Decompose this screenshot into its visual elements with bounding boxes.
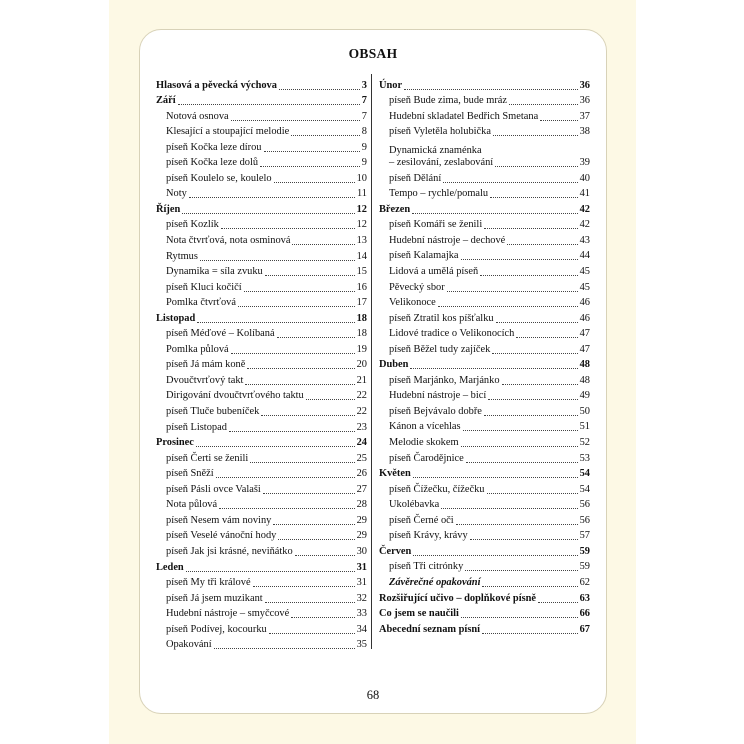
dot-leader: [273, 523, 354, 525]
toc-entry-page: 12: [356, 203, 367, 215]
dot-leader: [480, 274, 577, 276]
toc-entry-page: 29: [356, 530, 367, 542]
toc-entry-page: 33: [356, 608, 367, 620]
toc-entry-page: 66: [579, 608, 590, 620]
toc-entry-page: 45: [579, 281, 590, 293]
toc-entry: [379, 558, 590, 574]
toc-entry: [156, 465, 367, 481]
toc-entry-page: 21: [356, 374, 367, 386]
toc-section-entry: [379, 356, 590, 372]
toc-entry-title: Tempo – rychle/pomalu: [389, 188, 489, 200]
toc-section-entry: [379, 620, 590, 636]
toc-entry: [379, 262, 590, 278]
dot-leader: [484, 414, 578, 416]
toc-entry-page: 62: [579, 576, 590, 588]
toc-section-entry: [379, 465, 590, 481]
toc-entry-title: píseň Čerti se ženili: [166, 452, 249, 464]
toc-entry: [379, 294, 590, 310]
toc-entry-page: 42: [579, 219, 590, 231]
toc-entry-title: Noty: [166, 188, 187, 200]
toc-entry-page: 7: [361, 95, 367, 107]
dot-leader: [441, 507, 577, 509]
toc-entry-page: 35: [356, 639, 367, 651]
toc-entry: [379, 573, 590, 589]
dot-leader: [490, 196, 577, 198]
column-divider: [371, 74, 372, 649]
toc-entry: [156, 620, 367, 636]
dot-leader: [250, 461, 354, 463]
toc-entry-page: 3: [361, 79, 367, 91]
toc-entry-title: Nota půlová: [166, 499, 218, 511]
toc-entry-title: Dirigování dvoučtvrťového taktu: [166, 390, 304, 402]
toc-entry: [379, 123, 590, 139]
toc-entry-title: Velikonoce: [389, 297, 436, 309]
toc-entry: [379, 387, 590, 403]
toc-entry-title: píseň Dělání: [389, 172, 442, 184]
toc-entry-title: píseň Méďové – Kolíbaná: [166, 328, 275, 340]
toc-entry-title: píseň Bejvávalo dobře: [389, 405, 482, 417]
toc-entry-title: Melodie skokem: [389, 437, 459, 449]
toc-entry: [379, 185, 590, 201]
dot-leader: [413, 554, 577, 556]
toc-entry-title: Lidové tradice o Velikonocích: [389, 328, 515, 340]
dot-leader: [456, 523, 578, 525]
toc-entry-title: Dynamika = síla zvuku: [166, 266, 263, 278]
dot-leader: [463, 429, 578, 431]
dot-leader: [461, 616, 578, 618]
toc-entry-page: 29: [356, 514, 367, 526]
toc-entry: [379, 107, 590, 123]
toc-entry: [379, 449, 590, 465]
toc-entry-title: Listopad: [156, 312, 196, 324]
toc-section-entry: [379, 605, 590, 621]
toc-entry-page: 9: [361, 157, 367, 169]
dot-leader: [200, 259, 355, 261]
toc-entry-title: píseň Čarodějnice: [389, 452, 464, 464]
toc-entry-page: 13: [356, 235, 367, 247]
toc-entry-page: 67: [579, 623, 590, 635]
toc-entry-title: Hudební nástroje – smyčcové: [166, 608, 290, 620]
toc-entry: [379, 480, 590, 496]
dot-leader: [470, 538, 578, 540]
dot-leader: [221, 227, 355, 229]
toc-entry: [379, 527, 590, 543]
toc-entry-title: píseň Jak jsi krásné, neviňátko: [166, 545, 293, 557]
toc-entry-title: píseň Tři citrónky: [389, 561, 464, 573]
toc-entry-page: 56: [579, 514, 590, 526]
toc-entry: [379, 371, 590, 387]
toc-entry: [379, 496, 590, 512]
toc-entry: [379, 92, 590, 108]
dot-leader: [493, 134, 578, 136]
toc-entry: [156, 154, 367, 170]
toc-entry-title: Co jsem se naučili: [379, 608, 459, 620]
toc-entry-page: 34: [356, 623, 367, 635]
dot-leader: [238, 305, 355, 307]
toc-entry: [156, 325, 367, 341]
dot-leader: [182, 212, 354, 214]
dot-leader: [466, 461, 578, 463]
toc-entry: [156, 511, 367, 527]
toc-entry-title: Nota čtvrťová, nota osminová: [166, 235, 291, 247]
toc-entry-title: Květen: [379, 468, 411, 480]
dot-leader: [412, 212, 577, 214]
toc-entry-page: 40: [579, 172, 590, 184]
dot-leader: [496, 321, 578, 323]
toc-entry-title: píseň Marjánko, Marjánko: [389, 374, 500, 386]
toc-entry-title: Prosinec: [156, 437, 194, 449]
toc-entry: [156, 263, 367, 279]
toc-entry: [156, 294, 367, 310]
toc-entry-page: 25: [356, 452, 367, 464]
toc-entry-page: 22: [356, 390, 367, 402]
dot-leader: [509, 103, 578, 105]
toc-entry-page: 32: [356, 592, 367, 604]
toc-entry: [156, 387, 367, 403]
toc-entry-title: Červen: [379, 545, 412, 557]
toc-entry-page: 17: [356, 297, 367, 309]
dot-leader: [516, 336, 577, 338]
toc-entry-title: Lidová a umělá píseň: [389, 266, 479, 278]
dot-leader: [261, 414, 354, 416]
toc-section-entry: [156, 309, 367, 325]
toc-entry-page: 54: [579, 468, 590, 480]
toc-entry: [156, 169, 367, 185]
toc-entry: [379, 169, 590, 185]
toc-entry-page: 57: [579, 530, 590, 542]
dot-leader: [265, 601, 355, 603]
toc-entry-page: 8: [361, 126, 367, 138]
toc-entry-title: píseň Komáři se ženili: [389, 219, 483, 231]
toc-entry-page: 31: [356, 561, 367, 573]
toc-entry-page: 56: [579, 499, 590, 511]
toc-entry-title: Hudební skladatel Bedřich Smetana: [389, 110, 539, 122]
toc-entry: [156, 340, 367, 356]
page-number: 68: [366, 688, 380, 702]
toc-entry: [379, 433, 590, 449]
toc-entry-title: píseň Kočka leze dírou: [166, 141, 262, 153]
toc-entry-title: píseň Kozlík: [166, 219, 219, 231]
toc-entry: [156, 356, 367, 372]
toc-section-entry: [379, 76, 590, 92]
toc-entry: [156, 216, 367, 232]
toc-entry: [156, 589, 367, 605]
dot-leader: [404, 88, 578, 90]
toc-entry-title: Hudební nástroje – bicí: [389, 390, 487, 402]
toc-entry-title: Dvoučtvrťový takt: [166, 374, 244, 386]
toc-entry-title: Závěrečné opakování: [389, 576, 481, 588]
toc-right-column: [379, 76, 590, 636]
toc-entry: [379, 309, 590, 325]
toc-section-entry: [156, 558, 367, 574]
toc-entry-page: 63: [579, 592, 590, 604]
dot-leader: [495, 165, 577, 167]
toc-entry-title: Hudební nástroje – dechové: [389, 234, 506, 246]
toc-entry: [156, 278, 367, 294]
toc-entry-page: 28: [356, 499, 367, 511]
dot-leader: [216, 476, 355, 478]
dot-leader: [196, 445, 355, 447]
toc-entry-page: 11: [356, 188, 367, 200]
dot-leader: [538, 601, 578, 603]
toc-entry-page: 36: [579, 79, 590, 91]
toc-entry-page: 18: [356, 312, 367, 324]
dot-leader: [263, 492, 355, 494]
toc-entry-title: píseň Ztratil kos píšťalku: [389, 312, 494, 324]
toc-entry: [156, 247, 367, 263]
dot-leader: [487, 492, 578, 494]
toc-entry-title: píseň Tluče bubeníček: [166, 406, 260, 418]
toc-entry-page: 49: [579, 390, 590, 402]
dot-leader: [189, 196, 355, 198]
toc-entry-title: píseň Já jsem muzikant: [166, 592, 263, 604]
toc-entry: [379, 138, 590, 169]
toc-entry-title: píseň Kočka leze dolů: [166, 157, 259, 169]
toc-entry-title: píseň Vyletěla holubička: [389, 126, 491, 138]
toc-entry: [156, 480, 367, 496]
toc-entry: [379, 418, 590, 434]
dot-leader: [410, 367, 577, 369]
dot-leader: [413, 476, 578, 478]
dot-leader: [461, 445, 578, 447]
toc-entry-page: 46: [579, 312, 590, 324]
toc-entry-page: 39: [579, 157, 590, 169]
toc-section-entry: [156, 200, 367, 216]
dot-leader: [265, 274, 355, 276]
toc-entry-page: 53: [579, 452, 590, 464]
dot-leader: [279, 88, 360, 90]
toc-entry-page: 12: [356, 219, 367, 231]
dot-leader: [484, 227, 577, 229]
dot-leader: [214, 647, 355, 649]
dot-leader: [502, 383, 578, 385]
toc-entry: [156, 107, 367, 123]
toc-entry-page: 51: [579, 421, 590, 433]
toc-entry-title: píseň Nesem vám noviny: [166, 514, 272, 526]
dot-leader: [278, 538, 354, 540]
toc-entry-title: Rytmus: [166, 250, 198, 262]
dot-leader: [178, 103, 360, 105]
toc-entry: [156, 123, 367, 139]
toc-entry-title: píseň Pásli ovce Valaši: [166, 483, 261, 495]
dot-leader: [264, 150, 360, 152]
dot-leader: [488, 398, 577, 400]
toc-entry-page: 18: [356, 328, 367, 340]
toc-entry-title: Ukolébavka: [389, 499, 440, 511]
toc-entry-title: píseň Koulelo se, koulelo: [166, 172, 272, 184]
toc-entry: [379, 325, 590, 341]
toc-entry-title: Kánon a vícehlas: [389, 421, 461, 433]
dot-leader: [465, 569, 577, 571]
toc-entry-title-line2: – zesilování, zeslabování: [389, 157, 494, 169]
dot-leader: [295, 554, 355, 556]
toc-entry-title: Únor: [379, 79, 403, 91]
toc-entry-title: píseň Veselé vánoční hody: [166, 530, 277, 542]
dot-leader: [260, 165, 360, 167]
dot-leader: [269, 632, 355, 634]
dot-leader: [461, 258, 578, 260]
toc-entry-page: 46: [579, 297, 590, 309]
toc-entry: [156, 449, 367, 465]
dot-leader: [292, 243, 354, 245]
toc-section-entry: [156, 76, 367, 92]
toc-entry-page: 16: [356, 281, 367, 293]
toc-entry: [156, 185, 367, 201]
toc-entry-page: 20: [356, 359, 367, 371]
toc-section-entry: [379, 589, 590, 605]
dot-leader: [231, 352, 355, 354]
document-page: [139, 29, 607, 714]
toc-entry-title: píseň Listopad: [166, 421, 227, 433]
toc-entry-title: [389, 145, 493, 169]
toc-entry-page: 22: [356, 406, 367, 418]
toc-entry-page: 43: [579, 234, 590, 246]
toc-entry-page: 38: [579, 126, 590, 138]
toc-entry-page: 10: [356, 172, 367, 184]
dot-leader: [244, 290, 355, 292]
dot-leader: [245, 383, 354, 385]
toc-entry-title: píseň Já mám koně: [166, 359, 246, 371]
dot-leader: [231, 119, 360, 121]
dot-leader: [277, 336, 355, 338]
toc-entry: [156, 496, 367, 512]
dot-leader: [291, 616, 354, 618]
toc-entry: [156, 574, 367, 590]
toc-entry: [379, 402, 590, 418]
toc-entry: [379, 231, 590, 247]
toc-entry: [379, 278, 590, 294]
toc-entry-title: Pomlka čtvrťová: [166, 297, 236, 309]
dot-leader: [291, 134, 360, 136]
toc-entry-title: píseň My tři králové: [166, 577, 251, 589]
toc-section-entry: [379, 200, 590, 216]
toc-entry-title: Klesající a stoupající melodie: [166, 126, 290, 138]
toc-entry: [379, 340, 590, 356]
toc-section-entry: [156, 434, 367, 450]
toc-entry-page: 24: [356, 437, 367, 449]
toc-entry-title: píseň Kluci kočičí: [166, 281, 242, 293]
dot-leader: [492, 352, 577, 354]
toc-entry-title: píseň Běžel tudy zajíček: [389, 343, 491, 355]
toc-entry: [379, 216, 590, 232]
page-title: OBSAH: [348, 46, 398, 61]
dot-leader: [274, 181, 355, 183]
toc-entry-page: 30: [356, 545, 367, 557]
toc-entry-title: píseň Černé oči: [389, 514, 454, 526]
toc-entry: [156, 527, 367, 543]
dot-leader: [507, 243, 577, 245]
toc-entry-title: Pěvecký sbor: [389, 281, 445, 293]
toc-entry-title: píseň Krávy, krávy: [389, 530, 468, 542]
dot-leader: [197, 321, 354, 323]
toc-entry-page: 26: [356, 468, 367, 480]
toc-entry-page: 47: [579, 343, 590, 355]
toc-entry-page: 47: [579, 328, 590, 340]
toc-entry-page: 15: [356, 266, 367, 278]
toc-entry-title: Opakování: [166, 639, 212, 651]
toc-entry-page: 42: [579, 203, 590, 215]
toc-entry-page: 50: [579, 405, 590, 417]
toc-entry-page: 52: [579, 437, 590, 449]
toc-entry-page: 48: [579, 359, 590, 371]
toc-left-column: [156, 76, 367, 651]
dot-leader: [540, 119, 577, 121]
toc-entry-page: 27: [356, 483, 367, 495]
dot-leader: [482, 585, 577, 587]
dot-leader: [186, 570, 355, 572]
toc-entry-title: Pomlka půlová: [166, 343, 229, 355]
toc-entry-page: 36: [579, 95, 590, 107]
toc-entry-title: Září: [156, 95, 176, 107]
toc-entry-title: Notová osnova: [166, 110, 229, 122]
toc-entry-page: 59: [579, 561, 590, 573]
toc-entry-title: píseň Podívej, kocourku: [166, 623, 267, 635]
toc-entry-page: 48: [579, 374, 590, 386]
toc-entry: [156, 138, 367, 154]
dot-leader: [443, 181, 577, 183]
toc-entry: [156, 231, 367, 247]
toc-entry-page: 14: [356, 250, 367, 262]
dot-leader: [306, 398, 355, 400]
toc-entry-title: píseň Sněží: [166, 468, 214, 480]
toc-entry: [156, 542, 367, 558]
toc-entry-title: Říjen: [156, 203, 181, 215]
dot-leader: [253, 585, 355, 587]
toc-entry-title: píseň Bude zima, bude mráz: [389, 95, 508, 107]
toc-entry: [379, 511, 590, 527]
toc-entry-page: 41: [579, 188, 590, 200]
toc-entry-title: Duben: [379, 359, 409, 371]
toc-entry-page: 23: [356, 421, 367, 433]
toc-entry-title: píseň Čížečku, čížečku: [389, 483, 485, 495]
dot-leader: [229, 430, 355, 432]
dot-leader: [247, 367, 354, 369]
toc-entry-page: 45: [579, 266, 590, 278]
toc-section-entry: [156, 92, 367, 108]
toc-entry: [156, 371, 367, 387]
dot-leader: [438, 305, 578, 307]
toc-entry-page: 9: [361, 141, 367, 153]
toc-entry-title: Rozšiřující učivo – doplňkové písně: [379, 592, 537, 604]
toc-entry-title: Leden: [156, 561, 184, 573]
dot-leader: [482, 632, 578, 634]
toc-entry: [156, 605, 367, 621]
toc-entry-title-line1: Dynamická znaménka: [389, 145, 482, 157]
toc-entry-title: Březen: [379, 203, 411, 215]
toc-entry-page: 59: [579, 545, 590, 557]
toc-entry-page: 31: [356, 577, 367, 589]
toc-entry: [379, 247, 590, 263]
dot-leader: [447, 290, 578, 292]
toc-entry: [156, 402, 367, 418]
toc-entry-title: Hlasová a pěvecká výchova: [156, 79, 277, 91]
toc-entry: [156, 636, 367, 652]
toc-entry: [156, 418, 367, 434]
dot-leader: [219, 507, 355, 509]
toc-entry-page: 19: [356, 343, 367, 355]
toc-entry-page: 54: [579, 483, 590, 495]
toc-entry-title: píseň Kalamajka: [389, 250, 459, 262]
toc-entry-page: 37: [579, 110, 590, 122]
toc-entry-page: 7: [361, 110, 367, 122]
toc-entry-title: Abecední seznam písní: [379, 623, 481, 635]
toc-entry-page: 44: [579, 250, 590, 262]
toc-section-entry: [379, 542, 590, 558]
